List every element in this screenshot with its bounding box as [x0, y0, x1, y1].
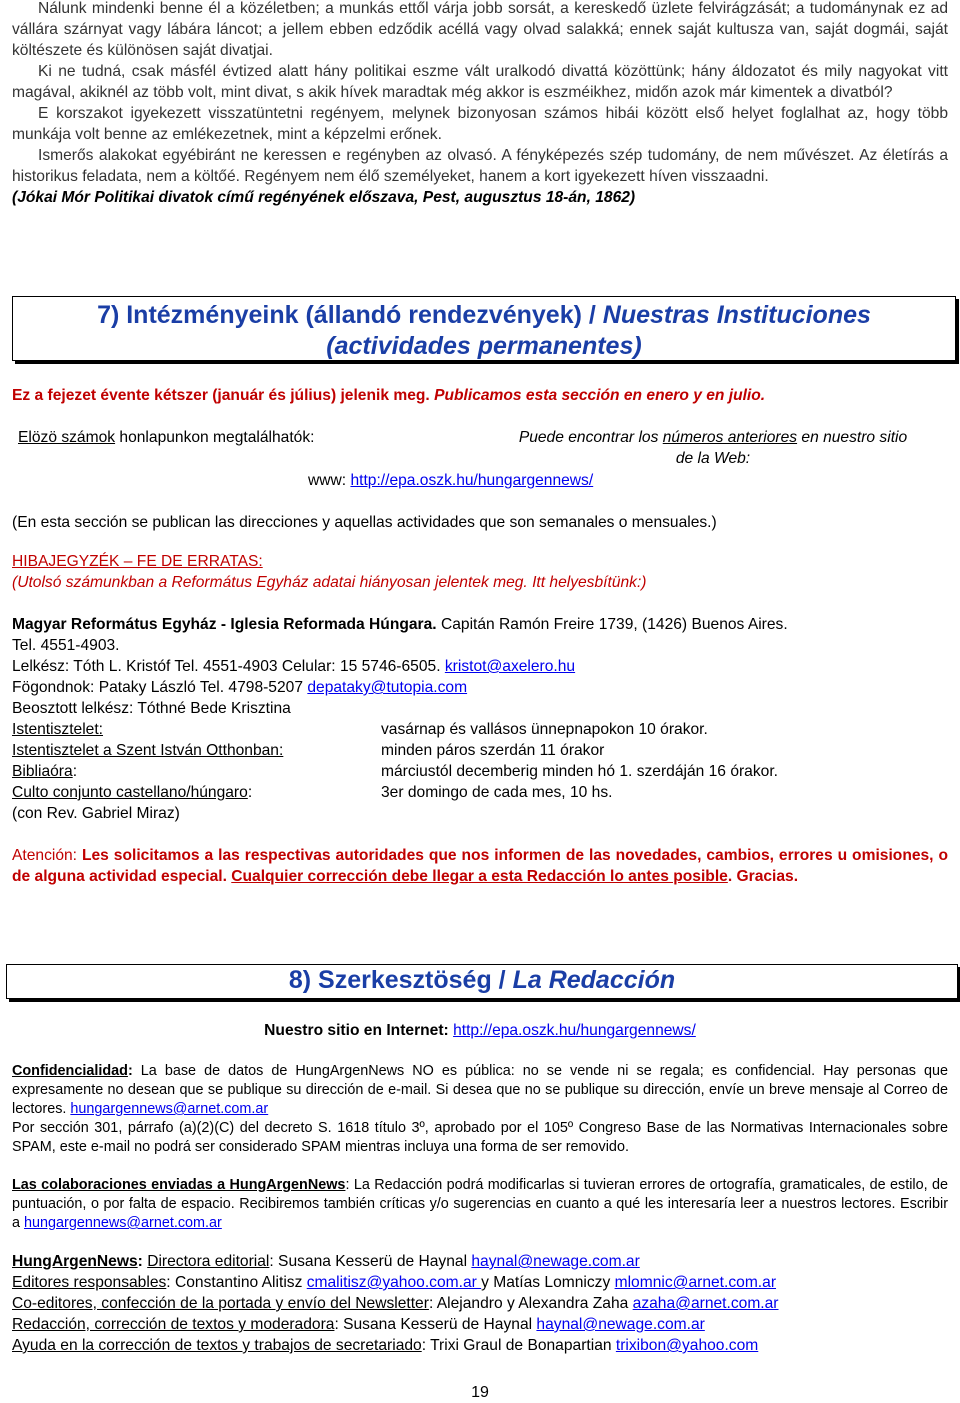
intro-paragraph-2: Ki ne tudná, csak másfél évtized alatt hány politikai eszme vált uralkodó divattá közöttünk; hány áldozatot és mily nagyokat vitt magával, akiknél az több volt, mint divat, s akik hívek maradtak még akkor is eszméikhez, midőn azok már kimentek a divatból?	[12, 63, 948, 101]
staff-director	[12, 1251, 948, 1272]
attention-note	[12, 845, 948, 887]
www-label: www:	[308, 472, 351, 489]
schedule-label-text: Istentisztelet:	[12, 721, 104, 738]
staff-list	[12, 1251, 948, 1356]
coeditors-name: : Alejandro y Alexandra Zaha	[428, 1295, 633, 1312]
church-name: Magyar Református Egyház - Iglesia Reformada Húngara.	[12, 616, 437, 633]
errata-title: HIBAJEGYZÉK – FE DE ERRATAS:	[12, 553, 263, 570]
readers-mail-link[interactable]: hungargennews@arnet.com.ar	[70, 1101, 269, 1117]
schedule-label	[12, 761, 381, 782]
director-email-link[interactable]: haynal@newage.com.ar	[471, 1253, 640, 1270]
curator-email-link[interactable]: depataky@tutopia.com	[307, 679, 468, 696]
errata-note: (Utolsó számunkban a Református Egyház adatai hiányosan jelentek meg. Itt helyesbítünk:)	[12, 574, 647, 591]
editor-2-email-link[interactable]: mlomnic@arnet.com.ar	[614, 1274, 777, 1291]
schedule-label	[12, 719, 381, 740]
schedule-label-text: Bibliaóra	[12, 763, 73, 780]
staff-help	[12, 1335, 948, 1356]
coeditors-email-link[interactable]: azaha@arnet.com.ar	[632, 1295, 779, 1312]
brand-colon: :	[137, 1253, 143, 1270]
section-8-body	[12, 1020, 948, 1356]
spam-notice: Por sección 301, párrafo (a)(2)(C) del decreto S. 1618 título 3º, aprobado por el 105º Congreso Base de las Normativas Internacionales sobre SPAM, este e-mail no podrá ser considerado SPAM mientras incluya una forma de ser removido.	[12, 1120, 948, 1155]
attention-label: Atención:	[12, 847, 82, 864]
schedule-label-text: Culto conjunto castellano/húngaro	[12, 784, 248, 801]
brand-name: HungArgenNews	[12, 1253, 138, 1270]
schedule-label-suffix: :	[72, 763, 78, 780]
intro-paragraph-1: Nálunk mindenki benne él a közéletben; a munkás ettől várja jobb sorsát, a kereskedő üzlete felvirágzását; a tudománynak ez ad vállára szárnyat vagy lábára láncot; a jellem ebben edződik acéllá vagy olvad salakká; ennek saját kultusza van, saját dogmái, saját költészete és különösen saját divatjai.	[12, 0, 948, 59]
www-link[interactable]: http://epa.oszk.hu/hungargennews/	[350, 472, 594, 489]
section-8-title-hu: 8) Szerkesztöség /	[288, 966, 513, 994]
previous-issues-es-b: en nuestro sitio	[797, 429, 908, 446]
section-7-body	[12, 385, 948, 887]
schedule-value: vasárnap és vallásos ünnepnapokon 10 órakor.	[381, 721, 708, 738]
section-8-heading	[6, 964, 958, 999]
previous-issues-es-link[interactable]: números anteriores	[662, 429, 798, 446]
intro-paragraph-3: E korszakot igyekezett visszatüntetni regényem, melynek bizonyosan számos hibái között első helyet foglalhat az, hogy több munkája volt benne az emlékezetnek, mint a képzelmi erőnek.	[12, 105, 948, 143]
site-label: Nuestro sitio en Internet:	[264, 1022, 454, 1039]
section-note	[12, 385, 948, 406]
section-note-es: Publicamos esta sección en enero y en julio.	[434, 387, 766, 404]
previous-issues-es-a: Puede encontrar los	[518, 429, 663, 446]
page-number: 19	[471, 1384, 489, 1401]
staff-redaction	[12, 1314, 948, 1335]
collaborations-block	[12, 1176, 948, 1233]
assistant-pastor: Beosztott lelkész: Tóthné Bede Krisztina	[12, 700, 291, 717]
schedule-label-text: Istentisztelet a Szent István Otthonban:	[12, 742, 284, 759]
staff-coeditors	[12, 1293, 948, 1314]
pastor-email-link[interactable]: kristot@axelero.hu	[444, 658, 576, 675]
pastor-info: Lelkész: Tóth L. Kristóf Tel. 4551-4903 Celular: 15 5746-6505.	[12, 658, 445, 675]
help-name: : Trixi Graul de Bonapartian	[421, 1337, 616, 1354]
church-address: Capitán Ramón Freire 1739, (1426) Buenos Aires.	[436, 616, 788, 633]
previous-issues	[12, 427, 948, 491]
editor-1-email-link[interactable]: cmalitisz@yahoo.com.ar	[306, 1274, 482, 1291]
schedule-value: márciustól decemberig minden hó 1. szerdáján 16 órakor.	[381, 763, 778, 780]
site-line	[12, 1020, 948, 1041]
attention-underlined: Cualquier corrección debe llegar a esta Redacción lo antes posible	[231, 868, 728, 885]
schedule-value: minden páros szerdán 11 órakor	[381, 742, 605, 759]
section-7-heading	[12, 296, 956, 361]
schedule-label-suffix: :	[247, 784, 253, 801]
redaction-name: : Susana Kesserü de Haynal	[334, 1316, 537, 1333]
curator-info: Fögondnok: Pataky László Tel. 4798-5207	[12, 679, 308, 696]
intro-paragraph-4: Ismerős alakokat egyébiránt ne keressen e regényben az olvasó. A fényképezés szép tudomány, de nem művészet. Az életírás a historikus feladata, nem a költőé. Regényem nem élő személyeket, hanem a kort igyekezett híven visszaadni.	[12, 147, 948, 185]
intro-text	[12, 0, 948, 208]
previous-issues-es	[478, 427, 948, 469]
editors-label: Editores responsables	[12, 1274, 167, 1291]
schedule-table	[12, 719, 948, 803]
section-description: (En esta sección se publican las direcciones y aquellas actividades que son semanales o mensuales.)	[12, 514, 717, 531]
confidentiality-colon: :	[127, 1063, 133, 1079]
section-7-title-es-line2: (actividades permanentes)	[326, 332, 642, 360]
schedule-value: 3er domingo de cada mes, 10 hs.	[381, 784, 613, 801]
help-label: Ayuda en la corrección de textos y trabajos de secretariado	[12, 1337, 422, 1354]
previous-issues-es-line2: de la Web:	[675, 450, 751, 467]
schedule-label	[12, 782, 381, 803]
site-link[interactable]: http://epa.oszk.hu/hungargennews/	[453, 1022, 696, 1039]
www-line	[308, 470, 593, 491]
collaborations-text: : La Redacción podrá modificarlas si tuvieran errores de ortografía, gramaticales, de estilo, de puntuación, o por falta de espacio. Recibiremos también críticas y/o sugerencias en cuanto a qué les interesaría leer a nuestros lectores. Escribir a	[12, 1177, 948, 1231]
previous-issues-hu-text: honlapunkon megtalálhatók:	[115, 429, 315, 446]
intro-citation: (Jókai Mór Politikai divatok című regényének előszava, Pest, augusztus 18-án, 1862)	[12, 189, 636, 206]
with-rev: (con Rev. Gabriel Miraz)	[12, 805, 180, 822]
editors-name-1: : Constantino Alitisz	[166, 1274, 307, 1291]
section-7-title-es: Nuestras Instituciones	[602, 301, 871, 329]
schedule-label	[12, 740, 381, 761]
director-label: Directora editorial	[147, 1253, 270, 1270]
attention-end: . Gracias.	[727, 868, 799, 885]
director-name: : Susana Kesserü de Haynal	[269, 1253, 472, 1270]
confidentiality-text: La base de datos de HungArgenNews NO es pública: no se vende ni se regala; es confidencial. Hay personas que expresamente no desean que se publique su dirección de e-mail. Si desea que no se publique su dirección, envíe un breve mensaje al Correo de lectores.	[12, 1063, 948, 1117]
help-email-link[interactable]: trixibon@yahoo.com	[615, 1337, 759, 1354]
staff-editors	[12, 1272, 948, 1293]
editors-name-2: y Matías Lomniczy	[481, 1274, 615, 1291]
collaborations-label: Las colaboraciones enviadas a HungArgenNews	[12, 1177, 346, 1193]
section-note-hu: Ez a fejezet évente kétszer (január és július) jelenik meg.	[12, 387, 435, 404]
church-info	[12, 614, 948, 824]
redaction-label: Redacción, corrección de textos y moderadora	[12, 1316, 335, 1333]
confidentiality-label: Confidencialidad	[12, 1063, 128, 1079]
previous-issues-hu-link[interactable]: Elözö számok	[18, 429, 116, 446]
section-7-title-hu: 7) Intézményeink (állandó rendezvények) /	[97, 301, 603, 329]
confidentiality-block	[12, 1062, 948, 1157]
church-phone: Tel. 4551-4903.	[12, 637, 120, 654]
section-8-title-es: La Redacción	[512, 966, 676, 994]
collaborations-email-link[interactable]: hungargennews@arnet.com.ar	[24, 1215, 222, 1231]
coeditors-label: Co-editores, confección de la portada y envío del Newsletter	[12, 1295, 429, 1312]
attention-bold: Les solicitamos a las respectivas autoridades que nos informen de las novedades, cambios, errores u omisiones, o de alguna actividad especial.	[12, 847, 948, 885]
redaction-email-link[interactable]: haynal@newage.com.ar	[536, 1316, 705, 1333]
previous-issues-hu	[18, 427, 314, 448]
